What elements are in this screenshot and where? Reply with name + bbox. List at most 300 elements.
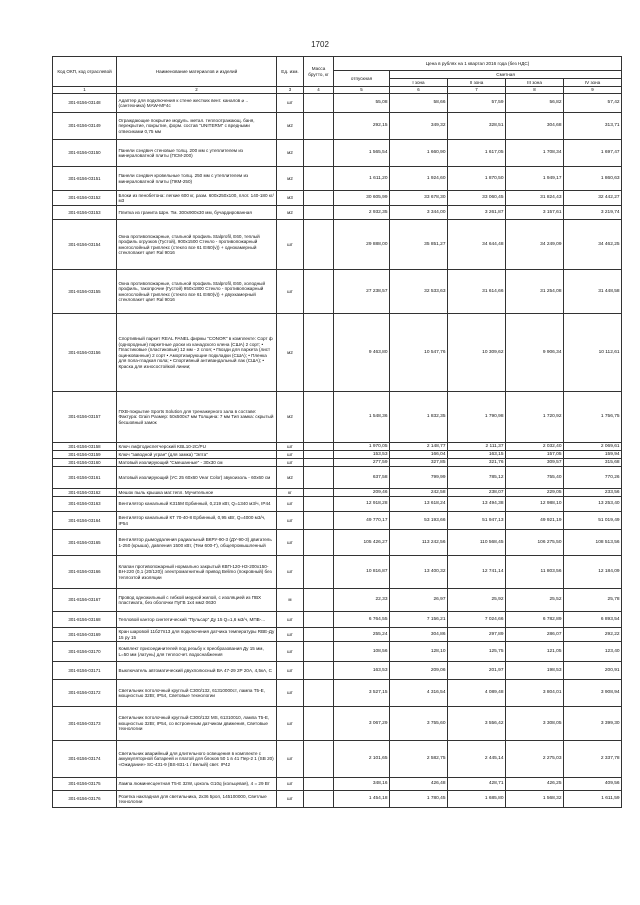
item-code: 301-8156-03156 [53,314,117,392]
price-zone-2: 110 568,45 [448,530,506,556]
price-zone-4: 292,22 [564,628,622,642]
price-zone-4: 2 069,61 [564,443,622,451]
item-name: Адаптер для подключения к стене жестких вент. каналов ⌀ .. (сантехника) MAW-MF4c [117,94,277,113]
item-name: Плитка из гранита Шрн. Тм. 300x900x30 мм, бучардированная [117,206,277,220]
header-mass: Масса брутто, кг [304,57,334,87]
price-zone-4: 25,78 [564,589,622,612]
item-mass [304,191,334,206]
item-name: Светильник потолочный круглый С300/132, 61310000ст, лампа T5-Е, мощностью 32Вт, IP54, Световые технологии [117,680,277,707]
item-name: Спортивный паркет REAL PANEL фирмы "CONOR" в комплекте: Сорт ф (однородные) паркетные доски из канадского клена (США) 2 сорт; • Пластиковые (пластиковые) 12 мм - 2 слоя; • Гвозди для паркета (лист оцинкованные) 2 сорт • Амортизирующие подкладки (США); • Пленка для пола-гладкая пола; • Спортивный антивандальный лак (США); • Краска для износостойкой линии; [117,314,277,392]
header-estimate: Сметная [390,71,622,79]
item-name: Окна противопожарные, стальной профиль Stalprofil, Е60, холодный профиль, такопрочие (Густой) 950х1800 Стекло - противопожарный многослойный триплекс (стекло все 61 EI60(v)) + двухкамерный стеклопакет цвет Ral 9016 [117,270,277,314]
table-body [53,94,622,808]
table-row [53,556,622,589]
item-mass [304,459,334,467]
item-unit: шт [277,270,304,314]
price-release: 3 527,15 [334,680,390,707]
item-name: Мешок пыль крышка мат.тепл. Мучительное [117,489,277,497]
price-release: 637,58 [334,467,390,489]
price-zone-3: 121,05 [506,642,564,662]
price-zone-1: 32 533,63 [390,270,448,314]
column-number: 2 [117,87,277,94]
price-zone-1: 128,10 [390,642,448,662]
price-zone-1: 26,97 [390,589,448,612]
item-code: 301-8156-03170 [53,642,117,662]
item-unit: шт [277,459,304,467]
price-zone-3: 309,57 [506,459,564,467]
price-zone-1: 13 400,32 [390,556,448,589]
price-release: 9 463,80 [334,314,390,392]
price-zone-1: 327,85 [390,459,448,467]
price-zone-1: 113 242,56 [390,530,448,556]
item-name: Выключатель автоматический двухполюсный ВА 47-29 2Р 20А, 4,5кА, C [117,662,277,680]
item-unit: м2 [277,140,304,167]
item-name: Ключ "заводной угран" (для замка) "Элта" [117,451,277,459]
item-code: 301-8156-03167 [53,589,117,612]
price-zone-3: 426,25 [506,778,564,791]
price-zone-2: 3 261,87 [448,206,506,220]
item-mass [304,314,334,392]
item-unit: шт [277,451,304,459]
table-row [53,680,622,707]
table-row [53,220,622,270]
header-code: Код ОКП, код отраслевой [53,57,117,87]
item-code: 301-8156-03163 [53,497,117,512]
price-release: 163,53 [334,662,390,680]
price-release: 3 067,29 [334,707,390,741]
item-unit: шт [277,778,304,791]
table-row [53,589,622,612]
item-mass [304,612,334,628]
item-mass [304,530,334,556]
item-unit: шт [277,220,304,270]
item-unit: шт [277,642,304,662]
price-zone-2: 57,59 [448,94,506,113]
item-mass [304,220,334,270]
price-zone-1: 58,66 [390,94,448,113]
price-zone-2: 163,15 [448,451,506,459]
item-name: Лампа люминесцентная T5-Е 32W, цоколь G10q (кольцевая), 4 = 29 Вт [117,778,277,791]
price-release: 1 611,20 [334,167,390,191]
price-zone-4: 3 399,30 [564,707,622,741]
item-code: 301-8156-03159 [53,451,117,459]
item-unit: шт [277,741,304,778]
item-code: 301-8156-03160 [53,459,117,467]
item-code: 301-8156-03171 [53,662,117,680]
price-zone-4: 159,94 [564,451,622,459]
price-zone-3: 755,40 [506,467,564,489]
item-code: 301-8156-03157 [53,392,117,443]
item-mass [304,791,334,808]
price-zone-4: 3 908,94 [564,680,622,707]
price-zone-3: 31 254,08 [506,270,564,314]
table-row [53,467,622,489]
price-zone-4: 1 860,63 [564,167,622,191]
price-zone-1: 4 316,54 [390,680,448,707]
item-mass [304,94,334,113]
price-zone-4: 10 112,61 [564,314,622,392]
price-zone-1: 349,32 [390,113,448,140]
column-number: 1 [53,87,117,94]
price-release: 30 605,99 [334,191,390,206]
header-zone-3: III зона [506,79,564,87]
price-zone-1: 2 582,75 [390,741,448,778]
column-number: 6 [390,87,448,94]
price-release: 49 770,17 [334,512,390,530]
item-code: 301-8156-03162 [53,489,117,497]
item-unit: шт [277,662,304,680]
price-zone-2: 1 617,05 [448,140,506,167]
price-zone-4: 200,91 [564,662,622,680]
item-name: Светильник аварийный для длительного освещения в комплекте с аккумуляторной батареей и платой для блоков 50 1 в 41 Пер-2 1 (SB 20) «Ожидание» SC-431-9 (BS-831-1 / Белый) свет. IP42 [117,741,277,778]
item-code: 301-8156-03150 [53,140,117,167]
price-zone-1: 53 193,66 [390,512,448,530]
item-name: Розетка накладная для светильника, 2х36 5роп, 145100000, Светлые технологии [117,791,277,808]
price-release: 255,24 [334,628,390,642]
table-row [53,489,622,497]
price-zone-4: 57,42 [564,94,622,113]
header-zone-2: II зона [448,79,506,87]
price-zone-4: 2 337,78 [564,741,622,778]
table-row [53,140,622,167]
item-unit: шт [277,556,304,589]
item-code: 301-8156-03168 [53,612,117,628]
item-code: 301-8156-03149 [53,113,117,140]
item-unit: кг [277,489,304,497]
item-unit: шт [277,94,304,113]
table-row [53,612,622,628]
price-release: 348,16 [334,778,390,791]
price-release: 153,53 [334,451,390,459]
item-code: 301-8156-03158 [53,443,117,451]
price-release: 1 548,36 [334,392,390,443]
price-zone-1: 13 618,24 [390,497,448,512]
price-zone-1: 209,06 [390,662,448,680]
price-zone-2: 33 060,45 [448,191,506,206]
column-number: 9 [564,87,622,94]
price-zone-3: 49 921,19 [506,512,564,530]
price-zone-3: 1 568,32 [506,791,564,808]
price-zone-1: 242,58 [390,489,448,497]
price-zone-4: 31 448,58 [564,270,622,314]
price-zone-3: 3 308,05 [506,707,564,741]
table-row [53,778,622,791]
price-zone-4: 1 756,75 [564,392,622,443]
price-zone-4: 51 019,49 [564,512,622,530]
price-zone-2: 25,92 [448,589,506,612]
price-zone-3: 2 032,40 [506,443,564,451]
price-zone-2: 1 870,50 [448,167,506,191]
price-zone-3: 1 708,34 [506,140,564,167]
item-code: 301-8156-03161 [53,467,117,489]
price-zone-3: 11 803,56 [506,556,564,589]
table-row [53,314,622,392]
item-mass [304,662,334,680]
price-zone-2: 51 947,13 [448,512,506,530]
price-zone-2: 238,07 [448,489,506,497]
table-row [53,530,622,556]
price-zone-2: 7 024,66 [448,612,506,628]
table-row [53,206,622,220]
table-row [53,113,622,140]
price-zone-4: 409,56 [564,778,622,791]
header-zone-1: I зона [390,79,448,87]
item-unit: шт [277,443,304,451]
price-zone-3: 286,07 [506,628,564,642]
item-code: 301-8156-03153 [53,206,117,220]
item-code: 301-8156-03154 [53,220,117,270]
item-mass [304,443,334,451]
price-zone-1: 304,86 [390,628,448,642]
price-zone-2: 328,51 [448,113,506,140]
price-zone-4: 770,26 [564,467,622,489]
price-zone-3: 106 275,50 [506,530,564,556]
price-zone-1: 2 148,77 [390,443,448,451]
item-mass [304,392,334,443]
price-zone-4: 1 611,59 [564,791,622,808]
price-zone-1: 33 678,30 [390,191,448,206]
item-name: Тепловой кантор синтетический "Пульсар" Ду 15 Q=1,6 м3/ч, МПВ-... [117,612,277,628]
price-zone-4: 1 697,47 [564,140,622,167]
price-zone-2: 4 089,48 [448,680,506,707]
item-unit: шт [277,612,304,628]
price-zone-2: 1 790,98 [448,392,506,443]
item-mass [304,167,334,191]
column-number: 3 [277,87,304,94]
price-release: 105 426,27 [334,530,390,556]
table-row [53,741,622,778]
price-zone-2: 12 741,14 [448,556,506,589]
price-zone-2: 1 685,80 [448,791,506,808]
price-zone-4: 315,68 [564,459,622,467]
item-name: Клапан противопожарный нормально закрытый КВП-120-НЗ-200х150-ВН-220 (0,1 (20/120)) электромагнитный привод Belimo (покровный) без теплоэтой изоляции [117,556,277,589]
price-release: 29 888,00 [334,220,390,270]
price-release: 22,33 [334,589,390,612]
price-zone-1: 10 547,76 [390,314,448,392]
item-mass [304,270,334,314]
table-row [53,94,622,113]
item-mass [304,489,334,497]
price-zone-2: 297,89 [448,628,506,642]
price-release: 277,59 [334,459,390,467]
price-zone-1: 799,99 [390,467,448,489]
item-name: Вентилятор дымоудаления радиальный ВКРУ-90-3 (ДУ-90-3) двигатель 1-250 (крыша), давления 1500 кВт, (Тем 600-Г), общепромышленный [117,530,277,556]
price-release: 1 970,05 [334,443,390,451]
price-zone-3: 2 275,03 [506,741,564,778]
price-zone-1: 35 851,27 [390,220,448,270]
price-zone-1: 7 156,21 [390,612,448,628]
item-name: Ограждающие покрытие модуль. метал. теплоотражающ. баня, перекрытие, покрытие, форм. состав "UNITERM" с вредными отвесиками 0,75 мм [117,113,277,140]
item-code: 301-8156-03175 [53,778,117,791]
item-name: Матовый изолирующий "Смешанные" - 30х30 см [117,459,277,467]
item-code: 301-8156-03151 [53,167,117,191]
price-zone-3: 304,68 [506,113,564,140]
price-release: 1 565,54 [334,140,390,167]
item-code: 301-8156-03164 [53,512,117,530]
item-name: ПХВ-покрытие Sports Solution для тренажерного зала в составе: Фактура: Grain Размер: 50х500х7 мм Толщина: 7 мм Тип замка: скрытый бесшовный замок [117,392,277,443]
price-release: 108,56 [334,642,390,662]
item-name: Комплект присоединителей под резьбу к преобразования Ду 15 мм, L=50 мм (латунь) для теплосчет. водоснабжения [117,642,277,662]
item-name: Блоки из пенобетона: легкие 600 кг, разм. 600х250х100, плот. 140-180 кг/м3 [117,191,277,206]
table-row [53,392,622,443]
column-number: 5 [334,87,390,94]
price-zone-3: 34 249,09 [506,220,564,270]
header-unit: Ед. изм. [277,57,304,87]
price-zone-4: 313,71 [564,113,622,140]
price-zone-1: 1 780,45 [390,791,448,808]
item-code: 301-8156-03173 [53,707,117,741]
column-number: 8 [506,87,564,94]
price-release: 2 101,65 [334,741,390,778]
header-name: Наименование материалов и изделий [117,57,277,87]
item-unit: шт [277,530,304,556]
item-mass [304,707,334,741]
price-zone-4: 34 462,25 [564,220,622,270]
item-mass [304,589,334,612]
table-row [53,443,622,451]
item-mass [304,467,334,489]
item-unit: м2 [277,467,304,489]
table-row [53,451,622,459]
price-zone-3: 3 157,61 [506,206,564,220]
table-row [53,662,622,680]
column-number: 4 [304,87,334,94]
item-mass [304,113,334,140]
price-zone-2: 321,76 [448,459,506,467]
item-mass [304,140,334,167]
item-unit: м2 [277,167,304,191]
price-zone-2: 785,12 [448,467,506,489]
price-zone-3: 1 949,17 [506,167,564,191]
item-name: Вентилятор канальный КТ 70-40-8 Ербинный, 0,95 кВт, Q=4000 м3/ч, IP54 [117,512,277,530]
price-zone-1: 166,04 [390,451,448,459]
item-unit: м2 [277,113,304,140]
price-zone-1: 1 924,60 [390,167,448,191]
item-code: 301-8156-03148 [53,94,117,113]
price-zone-2: 2 445,14 [448,741,506,778]
item-unit: шт [277,707,304,741]
item-mass [304,680,334,707]
price-zone-3: 56,82 [506,94,564,113]
price-zone-2: 3 556,42 [448,707,506,741]
price-zone-3: 25,52 [506,589,564,612]
price-zone-4: 6 893,54 [564,612,622,628]
price-zone-2: 2 111,37 [448,443,506,451]
price-zone-3: 1 720,92 [506,392,564,443]
price-zone-2: 31 614,66 [448,270,506,314]
price-zone-3: 9 906,34 [506,314,564,392]
price-zone-4: 13 253,40 [564,497,622,512]
item-unit: шт [277,497,304,512]
price-zone-1: 1 660,90 [390,140,448,167]
table-row [53,459,622,467]
table-row [53,707,622,741]
price-release: 55,08 [334,94,390,113]
price-zone-3: 3 804,01 [506,680,564,707]
table-row [53,270,622,314]
item-name: Панели сэндвич кровельные толщ. 250 мм с утеплителем из минераловатной плиты (ПКМ-250) [117,167,277,191]
header-zone-4: IV зона [564,79,622,87]
column-number: 7 [448,87,506,94]
item-unit: м2 [277,314,304,392]
price-zone-1: 3 344,00 [390,206,448,220]
price-zone-2: 201,97 [448,662,506,680]
item-name: Окна противопожарные, стальной профиль Stalprofil, E60, теплый профиль огрузков (Густой), 900х1500 Стекло - противопожарный многослойный триплекс (стекло все 61 EI60(v)) + однокамерный стеклопакет цвет Ral 9016 [117,220,277,270]
item-mass [304,206,334,220]
item-name: Провод одножильный с гибкой медной жилой, с изоляцией из ПВХ пластиката, без оболочки ПуГВ 1х4 мм2 0630 [117,589,277,612]
table-row [53,512,622,530]
item-code: 301-8156-03169 [53,628,117,642]
item-unit: шт [277,680,304,707]
price-zone-3: 229,05 [506,489,564,497]
page-number: 1702 [311,40,329,49]
price-zone-4: 12 184,09 [564,556,622,589]
table-row [53,167,622,191]
price-zone-1: 426,48 [390,778,448,791]
item-code: 301-8156-03152 [53,191,117,206]
item-name: Вентилятор канальный K315М Ербинный, 0,219 кВт, Q=1340 м3/ч, IP44 [117,497,277,512]
item-unit: шт [277,791,304,808]
item-code: 301-8156-03165 [53,530,117,556]
price-zone-3: 12 988,10 [506,497,564,512]
item-name: Матовый изолирующий (УС 25 60х60 Vear Color) звукоизоль - 60х60 см [117,467,277,489]
item-name: Ключ лифтодиспетчерский KBL10-2C/PU [117,443,277,451]
price-release: 2 932,35 [334,206,390,220]
item-code: 301-8156-03176 [53,791,117,808]
item-mass [304,497,334,512]
price-zone-3: 31 824,43 [506,191,564,206]
item-mass [304,512,334,530]
table-row [53,191,622,206]
item-mass [304,642,334,662]
price-zone-4: 108 513,56 [564,530,622,556]
price-release: 292,15 [334,113,390,140]
price-zone-2: 428,71 [448,778,506,791]
table-row [53,791,622,808]
price-zone-3: 198,53 [506,662,564,680]
header-release: отпускная [334,71,390,87]
item-unit: м3 [277,191,304,206]
price-release: 209,46 [334,489,390,497]
item-unit: м2 [277,392,304,443]
header-price-group: Цена в рублях на 1 квартал 2016 года (без НДС) [334,57,622,71]
table-row [53,628,622,642]
item-mass [304,556,334,589]
price-zone-1: 3 755,60 [390,707,448,741]
item-mass [304,451,334,459]
price-release: 12 918,28 [334,497,390,512]
price-zone-2: 125,75 [448,642,506,662]
price-zone-3: 157,05 [506,451,564,459]
item-code: 301-8156-03174 [53,741,117,778]
item-code: 301-8156-03166 [53,556,117,589]
price-release: 6 764,55 [334,612,390,628]
price-release: 27 238,57 [334,270,390,314]
price-release: 1 454,18 [334,791,390,808]
item-unit: шт [277,628,304,642]
price-zone-2: 13 494,38 [448,497,506,512]
table-row [53,642,622,662]
item-name: Кран шаровой 11б27п13 для подключения датчика температуры RBE-Ду 15 ру 15 [117,628,277,642]
price-zone-2: 10 309,62 [448,314,506,392]
item-unit: шт [277,512,304,530]
price-zone-4: 32 442,27 [564,191,622,206]
price-release: 10 816,87 [334,556,390,589]
price-zone-4: 233,56 [564,489,622,497]
price-zone-2: 34 644,48 [448,220,506,270]
item-unit: м [277,589,304,612]
item-mass [304,778,334,791]
